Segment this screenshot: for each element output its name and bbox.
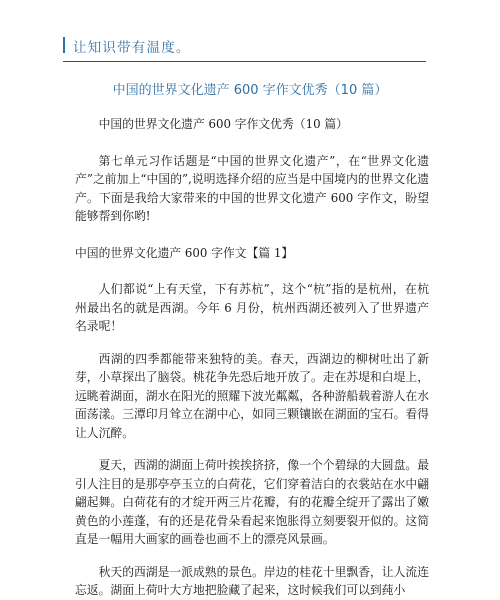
body-paragraph-1: 人们都说“上有天堂，下有苏杭”，这个“杭”指的是杭州，在杭州最出名的就是西湖。今年 6 月份，杭州西湖还被列入了世界遗产名录呢！ [75,282,429,333]
document-title: 中国的世界文化遗产 600 字作文优秀（10 篇） [112,83,388,98]
body-paragraph-3: 夏天，西湖的湖面上荷叶挨挨挤挤，像一个个碧绿的大圆盘。最引人注目的是那亭亭玉立的白荷花，它们穿着洁白的衣裳站在水中翩翩起舞。白荷花有的才绽开两三片花瓣，有的花瓣全绽开了露出了嫩黄色的小莲蓬，有的还是花骨朵看起来饱胀得立刻要裂开似的。这简直是一幅用大画家的画卷也画不上的漂亮风景画。 [75,458,429,546]
header-accent-bar [63,37,65,53]
section-heading: 中国的世界文化遗产 600 字作文【篇 1】 [75,245,294,260]
body-paragraph-2: 西湖的四季都能带来独特的美。春天，西湖边的柳树吐出了新芽，小草探出了脑袋。桃花争先恐后地开放了。走在苏堤和白堤上，远眺着湖面，湖水在阳光的照耀下波光粼粼，各种游船载着游人在水面荡漾。三潭印月耸立在湖中心，如同三颗镶嵌在湖面的宝石。看得让人沉醉。 [75,351,429,440]
header-slogan: 让知识带有温度。 [73,40,191,56]
document-body [75,115,429,600]
document-subtitle: 中国的世界文化遗产 600 字作文优秀（10 篇） [98,117,348,131]
page-header [63,33,426,62]
intro-paragraph: 第七单元习作话题是“中国的世界文化遗产”，在“世界文化遗产”之前加上“中国的”,说明选择介绍的应当是中国境内的世界文化遗产。下面是我给大家带来的中国的世界文化遗产 600 字作文，盼望能够帮到你哟! [75,153,429,223]
body-paragraph-4: 秋天的西湖是一派成熟的景色。岸边的桂花十里飘香，让人流连忘返。湖面上荷叶大方地把脸藏了起来，这时候我们可以到莼小 [75,564,429,597]
